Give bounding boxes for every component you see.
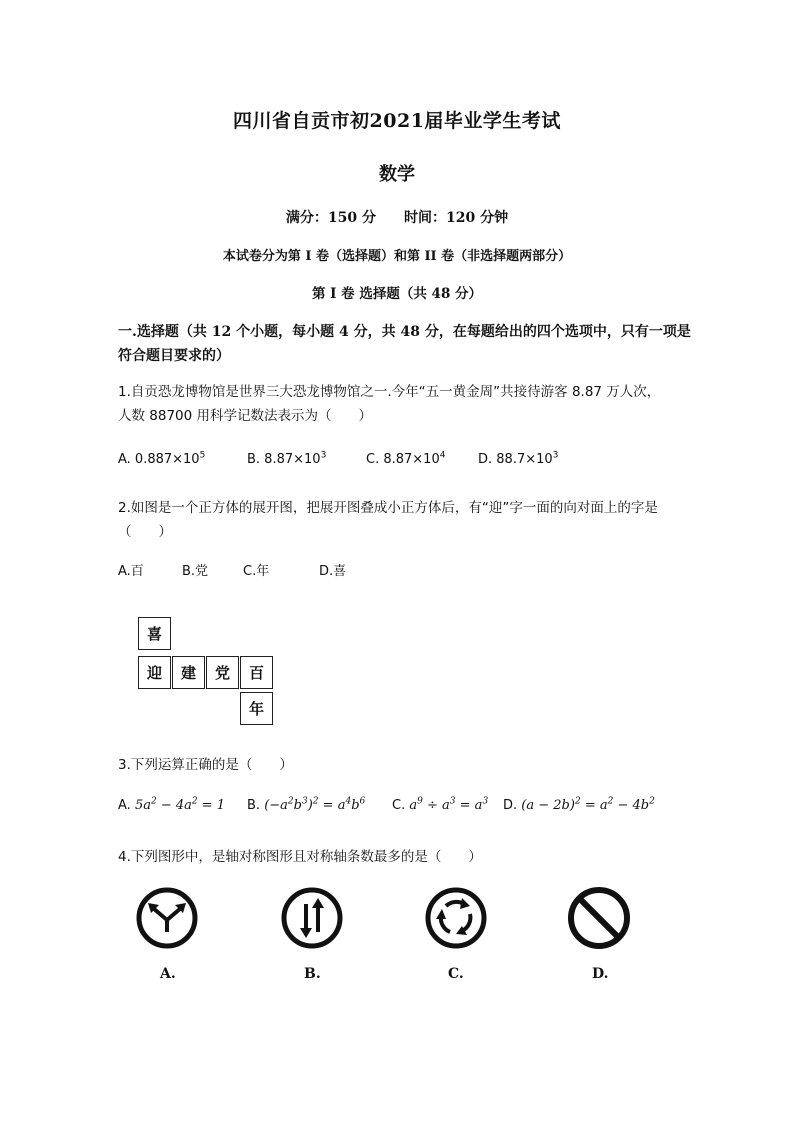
prohibition-sign-icon	[567, 886, 631, 950]
q4-stem: 4.下列图形中，是轴对称图形且对称轴条数最多的是（ ）	[118, 849, 482, 865]
q1-option-d: D. $88.7\times 10^3$	[478, 450, 559, 467]
q3-option-d: D. $(a - 2b)^2 = a^2 - 4b^2$	[503, 796, 655, 813]
net-cell-dang: 党	[206, 656, 239, 689]
net-cell-jian: 建	[172, 656, 205, 689]
q3-option-b: B. $(-a^2b^3)^2 = a^4b^6$	[247, 796, 366, 813]
q3-stem: 3.下列运算正确的是（ ）	[118, 757, 293, 773]
q2-option-b: B.党	[182, 564, 209, 579]
paper-structure: 本试卷分为第 I 卷（选择题）和第 II 卷（非选择题两部分）	[222, 249, 572, 264]
section-heading-line1: 一.选择题（共 12 个小题，每小题 4 分，共 48 分，在每题给出的四个选项中，只有一项是	[118, 324, 691, 340]
net-cell-nian: 年	[240, 692, 273, 725]
q4-label-c: C.	[448, 966, 464, 982]
q1-option-c: C. $8.87\times 10^4$	[366, 450, 446, 467]
q4-label-b: B.	[304, 966, 321, 982]
net-cell-xi: 喜	[138, 617, 171, 650]
q2-option-a: A.百	[118, 564, 144, 579]
exam-title: 四川省自贡市初2021届毕业学生考试	[233, 110, 561, 132]
q2-stem-line1: 2.如图是一个正方体的展开图，把展开图叠成小正方体后，有“迎”字一面的向对面上的字是	[118, 500, 658, 516]
q1-stem-line2: 人数 88700 用科学记数法表示为（ ）	[118, 408, 373, 424]
net-cell-ying: 迎	[138, 656, 171, 689]
q4-label-a: A.	[160, 966, 176, 982]
two-way-arrows-sign-icon	[280, 886, 344, 950]
diverging-arrows-sign-icon	[135, 886, 199, 950]
q1-stem-line1: 1.自贡恐龙博物馆是世界三大恐龙博物馆之一.今年“五一黄金周”共接待游客 8.87 万人次，	[118, 384, 661, 400]
score-time: 满分：150 分 时间：120 分钟	[285, 210, 509, 226]
q2-option-c: C.年	[243, 564, 270, 579]
q2-option-d: D.喜	[319, 564, 347, 579]
q4-label-d: D.	[592, 966, 609, 982]
section-heading-line2: 符合题目要求的）	[118, 348, 230, 364]
net-cell-bai: 百	[240, 656, 273, 689]
roundabout-sign-icon	[424, 886, 488, 950]
q3-option-a: A. $5a^2 - 4a^2 = 1$	[118, 796, 226, 813]
q1-option-b: B. $8.87\times 10^3$	[247, 450, 327, 467]
subject-title: 数学	[379, 164, 415, 185]
q3-option-c: C. $a^9 \div a^3 = a^3$	[392, 796, 489, 813]
part1-heading: 第 I 卷 选择题（共 48 分）	[311, 286, 483, 302]
q1-option-a: A. $0.887\times 10^5$	[118, 450, 206, 467]
q2-stem-line2: （ ）	[118, 524, 172, 540]
